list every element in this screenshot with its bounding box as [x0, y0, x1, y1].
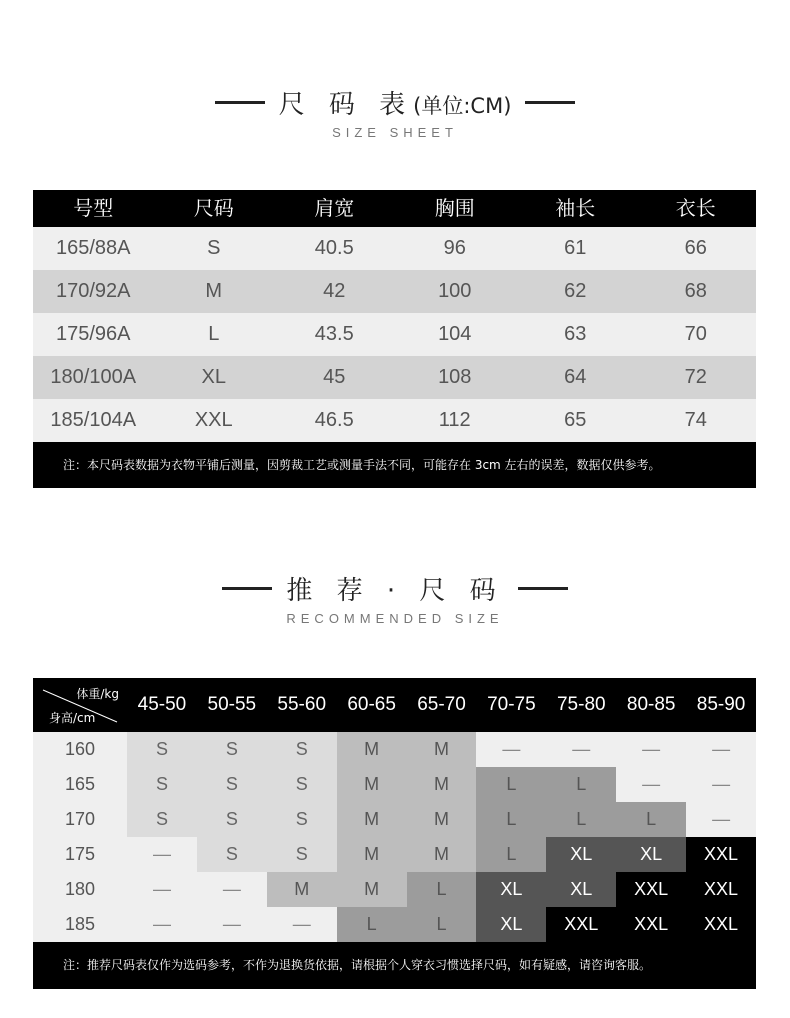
table-row — [33, 732, 756, 767]
weight-column-header: 80-85 — [626, 694, 676, 715]
recommended-subtitle: RECOMMENDED SIZE — [286, 611, 504, 626]
size-cell: L — [476, 767, 546, 802]
size-cell: XXL — [616, 907, 686, 942]
size-cell: S — [267, 802, 337, 837]
table-cell: 64 — [564, 366, 587, 388]
size-cell: XXL — [616, 872, 686, 907]
recommended-title-block — [0, 570, 790, 626]
table-row — [33, 767, 756, 802]
size-cell: XL — [616, 837, 686, 872]
table-cell: 66 — [684, 237, 707, 259]
size-cell: — — [616, 732, 686, 767]
height-cell: 180 — [33, 872, 127, 907]
size-cell: M — [337, 802, 407, 837]
size-cell: XXL — [686, 907, 756, 942]
size-cell: — — [127, 872, 197, 907]
size-cell: XL — [476, 907, 546, 942]
size-cell: M — [407, 802, 477, 837]
size-cell: XL — [476, 872, 546, 907]
size-cell: XXL — [686, 872, 756, 907]
size-sheet-header-cell: 号型 — [73, 196, 114, 220]
weight-column-header: 60-65 — [347, 694, 396, 715]
corner-weight-label: 体重/kg — [76, 687, 119, 701]
size-sheet-header-cell: 肩宽 — [314, 196, 355, 220]
size-cell: M — [337, 837, 407, 872]
table-cell: L — [208, 323, 220, 345]
size-cell: XXL — [686, 837, 756, 872]
size-cell: L — [476, 837, 546, 872]
recommended-note: 注：推荐尺码表仅作为选码参考，不作为退换货依据，请根据个人穿衣习惯选择尺码，如有疑感，请咨询客服。 — [33, 942, 756, 989]
table-cell: S — [207, 237, 221, 259]
size-sheet-header-row — [33, 190, 756, 227]
size-cell: L — [407, 872, 477, 907]
size-cell: L — [546, 767, 616, 802]
table-row — [33, 802, 756, 837]
table-cell: 45 — [323, 366, 346, 388]
recommended-body — [33, 732, 756, 942]
table-cell: 185/104A — [50, 409, 137, 431]
size-cell: S — [197, 767, 267, 802]
size-sheet-note: 注：本尺码表数据为衣物平铺后测量，因剪裁工艺或测量手法不同，可能存在 3cm 左右的误差，数据仅供参考。 — [33, 442, 756, 488]
size-cell: S — [267, 837, 337, 872]
recommended-header-row — [33, 678, 756, 732]
size-cell: S — [197, 732, 267, 767]
size-cell: S — [197, 837, 267, 872]
size-sheet-header-cell: 胸围 — [434, 196, 475, 220]
weight-column-header: 65-70 — [417, 694, 466, 715]
table-cell: 72 — [684, 366, 707, 388]
table-cell: 43.5 — [314, 323, 354, 345]
table-row — [33, 872, 756, 907]
table-cell: 62 — [564, 280, 587, 302]
table-row — [33, 356, 756, 399]
size-cell: XL — [546, 837, 616, 872]
table-cell: 100 — [438, 280, 472, 302]
size-cell: — — [127, 907, 197, 942]
size-cell: XXL — [546, 907, 616, 942]
size-cell: M — [407, 732, 477, 767]
size-cell: L — [337, 907, 407, 942]
table-cell: 46.5 — [314, 409, 354, 431]
weight-column-header: 70-75 — [487, 694, 536, 715]
size-sheet-title-block — [0, 84, 790, 140]
size-sheet-header-cell: 衣长 — [675, 196, 716, 220]
table-cell: 112 — [438, 409, 471, 431]
weight-column-header: 50-55 — [207, 694, 257, 715]
table-cell: M — [205, 280, 223, 302]
table-row — [33, 837, 756, 872]
size-cell: L — [476, 802, 546, 837]
size-cell: — — [476, 732, 546, 767]
table-cell: 108 — [438, 366, 472, 388]
size-cell: S — [197, 802, 267, 837]
size-cell: M — [267, 872, 337, 907]
title-line-right — [518, 587, 568, 590]
size-cell: L — [407, 907, 477, 942]
table-cell: 65 — [564, 409, 587, 431]
size-cell: M — [337, 767, 407, 802]
table-row — [33, 313, 756, 356]
height-cell: 175 — [33, 837, 127, 872]
size-cell: S — [267, 767, 337, 802]
size-cell: — — [127, 837, 197, 872]
size-cell: — — [686, 802, 756, 837]
weight-column-header: 75-80 — [556, 694, 606, 715]
table-row — [33, 227, 756, 270]
corner-cell — [33, 678, 127, 732]
weight-column-header: 45-50 — [137, 694, 187, 715]
corner-height-label: 身高/cm — [49, 711, 96, 725]
size-cell: — — [197, 907, 267, 942]
table-cell: 165/88A — [55, 237, 131, 259]
size-sheet-header-cell: 袖长 — [555, 196, 596, 220]
size-cell: XL — [546, 872, 616, 907]
size-cell: M — [337, 732, 407, 767]
table-cell: 170/92A — [55, 280, 131, 302]
recommended-size-table — [33, 678, 756, 989]
weight-column-header: 55-60 — [277, 694, 327, 715]
table-cell: XL — [201, 366, 226, 388]
height-cell: 185 — [33, 907, 127, 942]
size-sheet-subtitle: SIZE SHEET — [332, 125, 458, 140]
size-cell: S — [267, 732, 337, 767]
height-cell: 165 — [33, 767, 127, 802]
table-row — [33, 399, 756, 442]
size-cell: L — [616, 802, 686, 837]
size-cell: S — [127, 767, 197, 802]
size-cell: — — [267, 907, 337, 942]
table-cell: 104 — [438, 323, 472, 345]
size-cell: — — [686, 732, 756, 767]
size-sheet-header-cell: 尺码 — [193, 196, 234, 220]
size-cell: S — [127, 732, 197, 767]
size-cell: — — [616, 767, 686, 802]
table-cell: 74 — [684, 409, 707, 431]
size-cell: M — [407, 837, 477, 872]
size-cell: M — [407, 767, 477, 802]
size-sheet-title: 尺 码 表(单位:CM) — [278, 90, 512, 120]
height-cell: 170 — [33, 802, 127, 837]
table-cell: XXL — [194, 409, 233, 431]
table-cell: 61 — [564, 237, 587, 259]
table-cell: 70 — [684, 323, 707, 345]
table-cell: 42 — [323, 280, 346, 302]
title-line-left — [222, 587, 272, 590]
size-sheet-unit: (单位:CM) — [413, 94, 512, 118]
table-row — [33, 270, 756, 313]
size-cell: — — [546, 732, 616, 767]
title-line-right — [525, 101, 575, 104]
recommended-title: 推 荐 · 尺 码 — [286, 576, 504, 606]
size-cell: L — [546, 802, 616, 837]
title-line-left — [215, 101, 265, 104]
size-sheet-table — [33, 190, 756, 488]
table-cell: 63 — [564, 323, 587, 345]
table-cell: 180/100A — [50, 366, 137, 388]
table-cell: 175/96A — [55, 323, 131, 345]
table-row — [33, 907, 756, 942]
size-cell: — — [686, 767, 756, 802]
table-cell: 96 — [443, 237, 466, 259]
size-cell: S — [127, 802, 197, 837]
weight-column-header: 85-90 — [696, 694, 746, 715]
size-cell: M — [337, 872, 407, 907]
size-cell: — — [197, 872, 267, 907]
table-cell: 68 — [684, 280, 707, 302]
height-cell: 160 — [33, 732, 127, 767]
size-sheet-body — [33, 227, 756, 442]
table-cell: 40.5 — [314, 237, 354, 259]
